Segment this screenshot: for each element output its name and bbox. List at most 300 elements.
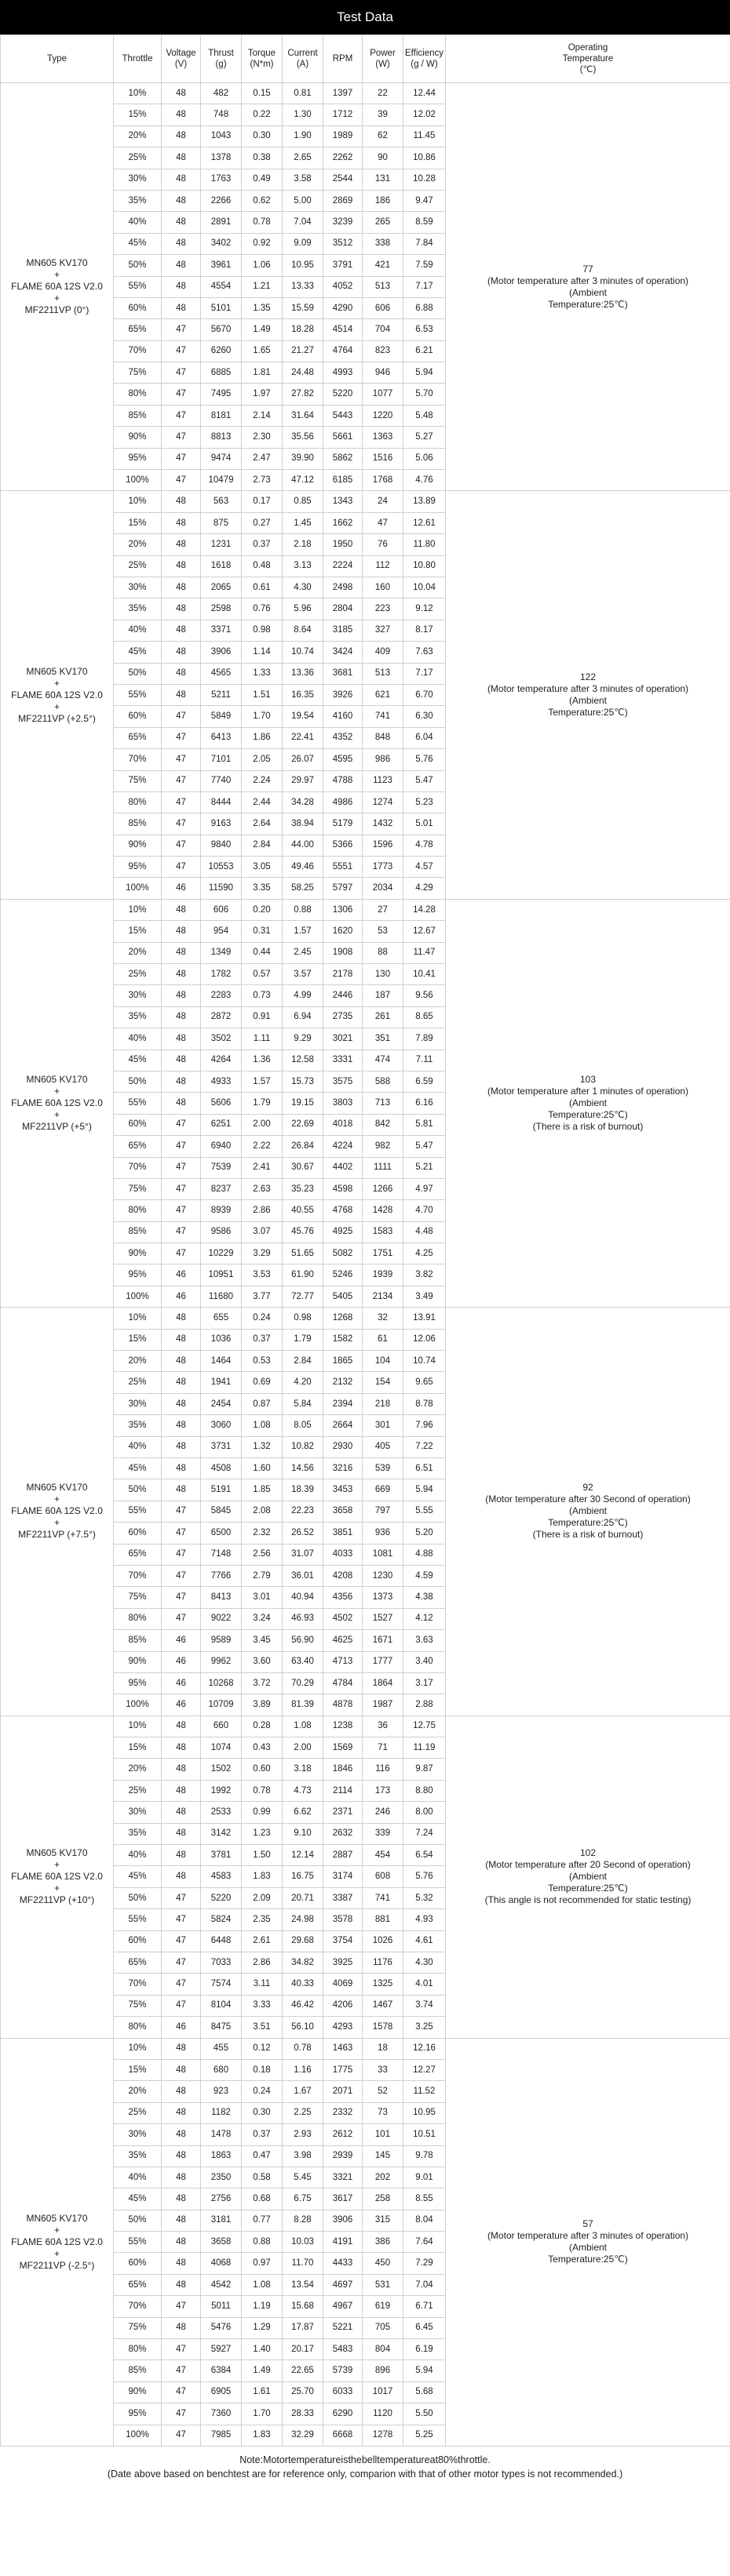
data-cell: 4160 bbox=[323, 706, 363, 727]
data-cell: 3512 bbox=[323, 233, 363, 254]
data-cell: 5.55 bbox=[403, 1501, 446, 1522]
data-cell: 48 bbox=[162, 512, 201, 533]
data-cell: 0.78 bbox=[283, 2038, 323, 2059]
data-cell: 301 bbox=[363, 1415, 403, 1436]
data-cell: 5824 bbox=[201, 1909, 242, 1930]
data-cell: 12.58 bbox=[283, 1050, 323, 1071]
data-cell: 2498 bbox=[323, 577, 363, 598]
data-cell: 48 bbox=[162, 642, 201, 663]
data-cell: 2.65 bbox=[283, 147, 323, 169]
data-cell: 7.89 bbox=[403, 1028, 446, 1050]
data-cell: 3.18 bbox=[283, 1759, 323, 1780]
data-cell: 5.27 bbox=[403, 427, 446, 448]
data-cell: 9840 bbox=[201, 835, 242, 856]
data-cell: 5797 bbox=[323, 878, 363, 899]
data-cell: 48 bbox=[162, 1802, 201, 1823]
data-cell: 65% bbox=[114, 319, 162, 340]
data-cell: 116 bbox=[363, 1759, 403, 1780]
data-cell: 48 bbox=[162, 2102, 201, 2123]
data-cell: 704 bbox=[363, 319, 403, 340]
data-cell: 8.04 bbox=[403, 2210, 446, 2231]
data-cell: 5221 bbox=[323, 2317, 363, 2338]
data-cell: 112 bbox=[363, 555, 403, 577]
data-cell: 4.76 bbox=[403, 470, 446, 491]
data-cell: 954 bbox=[201, 921, 242, 942]
data-cell: 5.68 bbox=[403, 2381, 446, 2403]
data-cell: 513 bbox=[363, 663, 403, 684]
data-cell: 5.70 bbox=[403, 384, 446, 405]
data-cell: 65% bbox=[114, 1136, 162, 1157]
data-cell: 1397 bbox=[323, 83, 363, 104]
data-cell: 47 bbox=[162, 1565, 201, 1586]
data-cell: 1428 bbox=[363, 1200, 403, 1221]
data-cell: 30% bbox=[114, 1802, 162, 1823]
data-cell: 2394 bbox=[323, 1393, 363, 1414]
data-cell: 55% bbox=[114, 684, 162, 705]
data-cell: 1.86 bbox=[242, 727, 283, 748]
data-cell: 1763 bbox=[201, 169, 242, 190]
note-line-1: Note:Motortemperatureisthebelltemperatureat80%throttle. bbox=[239, 2454, 491, 2465]
data-cell: 2.63 bbox=[242, 1178, 283, 1199]
data-cell: 6413 bbox=[201, 727, 242, 748]
data-cell: 1.29 bbox=[242, 2317, 283, 2338]
data-cell: 8.17 bbox=[403, 620, 446, 641]
data-cell: 75% bbox=[114, 2317, 162, 2338]
data-cell: 85% bbox=[114, 405, 162, 426]
data-cell: 1378 bbox=[201, 147, 242, 169]
data-cell: 0.38 bbox=[242, 147, 283, 169]
data-cell: 2872 bbox=[201, 1006, 242, 1028]
data-cell: 0.58 bbox=[242, 2167, 283, 2188]
data-cell: 10553 bbox=[201, 857, 242, 878]
data-cell: 47 bbox=[162, 727, 201, 748]
data-cell: 5.47 bbox=[403, 1136, 446, 1157]
data-cell: 11.47 bbox=[403, 942, 446, 963]
data-cell: 6.45 bbox=[403, 2317, 446, 2338]
data-cell: 85% bbox=[114, 2360, 162, 2381]
data-cell: 15% bbox=[114, 512, 162, 533]
data-cell: 47 bbox=[162, 1523, 201, 1544]
data-cell: 713 bbox=[363, 1093, 403, 1114]
table-row bbox=[1, 899, 730, 920]
data-cell: 0.97 bbox=[242, 2253, 283, 2274]
data-cell: 50% bbox=[114, 1479, 162, 1501]
data-cell: 48 bbox=[162, 1436, 201, 1457]
data-cell: 17.87 bbox=[283, 2317, 323, 2338]
data-cell: 62 bbox=[363, 126, 403, 147]
data-cell: 7.64 bbox=[403, 2232, 446, 2253]
data-cell: 1.79 bbox=[242, 1093, 283, 1114]
data-cell: 65% bbox=[114, 727, 162, 748]
data-cell: 20% bbox=[114, 126, 162, 147]
data-cell: 2939 bbox=[323, 2145, 363, 2167]
data-cell: 0.18 bbox=[242, 2059, 283, 2080]
data-cell: 5.96 bbox=[283, 599, 323, 620]
data-cell: 22.23 bbox=[283, 1501, 323, 1522]
data-cell: 46.93 bbox=[283, 1608, 323, 1629]
column-header: Power (W) bbox=[363, 35, 403, 83]
data-cell: 12.14 bbox=[283, 1845, 323, 1866]
data-cell: 0.43 bbox=[242, 1737, 283, 1759]
data-cell: 60% bbox=[114, 1523, 162, 1544]
data-cell: 3658 bbox=[323, 1501, 363, 1522]
data-cell: 1.70 bbox=[242, 2403, 283, 2425]
data-cell: 0.12 bbox=[242, 2038, 283, 2059]
data-cell: 1582 bbox=[323, 1329, 363, 1350]
data-cell: 258 bbox=[363, 2189, 403, 2210]
data-cell: 48 bbox=[162, 1823, 201, 1844]
data-cell: 1.06 bbox=[242, 255, 283, 276]
data-cell: 47 bbox=[162, 1243, 201, 1264]
data-cell: 4264 bbox=[201, 1050, 242, 1071]
data-cell: 46 bbox=[162, 1630, 201, 1651]
data-cell: 48 bbox=[162, 1479, 201, 1501]
data-cell: 90 bbox=[363, 147, 403, 169]
data-cell: 14.28 bbox=[403, 899, 446, 920]
data-cell: 3.51 bbox=[242, 2017, 283, 2038]
data-cell: 1349 bbox=[201, 942, 242, 963]
data-cell: 8.65 bbox=[403, 1006, 446, 1028]
data-cell: 80% bbox=[114, 1200, 162, 1221]
data-cell: 1.67 bbox=[283, 2081, 323, 2102]
data-cell: 0.28 bbox=[242, 1716, 283, 1737]
data-cell: 4878 bbox=[323, 1694, 363, 1716]
data-cell: 47 bbox=[162, 319, 201, 340]
data-cell: 2.61 bbox=[242, 1930, 283, 1952]
data-cell: 6260 bbox=[201, 340, 242, 362]
temperature-cell: 57 (Motor temperature after 3 minutes of operation) (Ambient Temperature:25℃) bbox=[446, 2038, 730, 2446]
data-cell: 36 bbox=[363, 1716, 403, 1737]
data-cell: 48 bbox=[162, 2189, 201, 2210]
data-cell: 5.47 bbox=[403, 770, 446, 791]
data-cell: 48 bbox=[162, 1071, 201, 1092]
data-cell: 7574 bbox=[201, 1974, 242, 1995]
table-row bbox=[1, 1716, 730, 1737]
data-cell: 131 bbox=[363, 169, 403, 190]
data-cell: 35% bbox=[114, 1006, 162, 1028]
data-cell: 351 bbox=[363, 1028, 403, 1050]
data-cell: 2446 bbox=[323, 985, 363, 1006]
data-cell: 3239 bbox=[323, 212, 363, 233]
data-cell: 48 bbox=[162, 599, 201, 620]
data-cell: 4033 bbox=[323, 1544, 363, 1565]
data-cell: 3.35 bbox=[242, 878, 283, 899]
data-cell: 9163 bbox=[201, 813, 242, 835]
data-cell: 3402 bbox=[201, 233, 242, 254]
data-cell: 619 bbox=[363, 2296, 403, 2317]
data-cell: 1.90 bbox=[283, 126, 323, 147]
data-cell: 2262 bbox=[323, 147, 363, 169]
data-cell: 10.41 bbox=[403, 964, 446, 985]
data-cell: 9.12 bbox=[403, 599, 446, 620]
data-cell: 2.64 bbox=[242, 813, 283, 835]
data-cell: 1751 bbox=[363, 1243, 403, 1264]
data-cell: 2891 bbox=[201, 212, 242, 233]
data-cell: 7740 bbox=[201, 770, 242, 791]
data-cell: 12.06 bbox=[403, 1329, 446, 1350]
data-cell: 47 bbox=[162, 2296, 201, 2317]
data-cell: 31.07 bbox=[283, 1544, 323, 1565]
data-cell: 2371 bbox=[323, 1802, 363, 1823]
data-cell: 26.52 bbox=[283, 1523, 323, 1544]
data-cell: 45% bbox=[114, 1050, 162, 1071]
data-cell: 2.84 bbox=[242, 835, 283, 856]
data-cell: 327 bbox=[363, 620, 403, 641]
data-cell: 4206 bbox=[323, 1995, 363, 2016]
data-cell: 3617 bbox=[323, 2189, 363, 2210]
data-cell: 48 bbox=[162, 2038, 201, 2059]
data-cell: 1.11 bbox=[242, 1028, 283, 1050]
data-cell: 30% bbox=[114, 169, 162, 190]
data-cell: 5405 bbox=[323, 1286, 363, 1307]
data-cell: 40% bbox=[114, 1436, 162, 1457]
data-cell: 0.44 bbox=[242, 942, 283, 963]
data-cell: 48 bbox=[162, 147, 201, 169]
data-cell: 70% bbox=[114, 1565, 162, 1586]
data-cell: 47 bbox=[162, 2360, 201, 2381]
data-cell: 48 bbox=[162, 2081, 201, 2102]
data-cell: 22.65 bbox=[283, 2360, 323, 2381]
data-cell: 1.83 bbox=[242, 1866, 283, 1887]
data-cell: 1.50 bbox=[242, 1845, 283, 1866]
data-cell: 25.70 bbox=[283, 2381, 323, 2403]
data-cell: 46 bbox=[162, 1651, 201, 1672]
data-cell: 48 bbox=[162, 2124, 201, 2145]
data-cell: 1.40 bbox=[242, 2339, 283, 2360]
data-cell: 4052 bbox=[323, 276, 363, 297]
data-cell: 80% bbox=[114, 1608, 162, 1629]
data-cell: 48 bbox=[162, 921, 201, 942]
data-cell: 338 bbox=[363, 233, 403, 254]
data-cell: 46 bbox=[162, 1264, 201, 1286]
data-cell: 7.84 bbox=[403, 233, 446, 254]
data-cell: 48 bbox=[162, 2145, 201, 2167]
data-cell: 705 bbox=[363, 2317, 403, 2338]
data-cell: 100% bbox=[114, 2425, 162, 2446]
data-cell: 982 bbox=[363, 1136, 403, 1157]
data-cell: 3.53 bbox=[242, 1264, 283, 1286]
data-cell: 1026 bbox=[363, 1930, 403, 1952]
data-cell: 60% bbox=[114, 1114, 162, 1135]
data-cell: 1176 bbox=[363, 1952, 403, 1973]
data-cell: 10.03 bbox=[283, 2232, 323, 2253]
data-cell: 10% bbox=[114, 899, 162, 920]
data-cell: 5220 bbox=[201, 1887, 242, 1908]
data-cell: 75% bbox=[114, 1178, 162, 1199]
data-cell: 936 bbox=[363, 1523, 403, 1544]
data-cell: 5670 bbox=[201, 319, 242, 340]
data-cell: 13.33 bbox=[283, 276, 323, 297]
data-cell: 60% bbox=[114, 706, 162, 727]
data-cell: 2.86 bbox=[242, 1952, 283, 1973]
data-cell: 9.09 bbox=[283, 233, 323, 254]
data-cell: 4583 bbox=[201, 1866, 242, 1887]
data-cell: 1074 bbox=[201, 1737, 242, 1759]
data-cell: 9.10 bbox=[283, 1823, 323, 1844]
data-cell: 47 bbox=[162, 384, 201, 405]
data-cell: 47 bbox=[162, 1114, 201, 1135]
data-cell: 48 bbox=[162, 126, 201, 147]
data-cell: 6885 bbox=[201, 362, 242, 384]
data-cell: 3185 bbox=[323, 620, 363, 641]
data-cell: 49.46 bbox=[283, 857, 323, 878]
data-cell: 4.12 bbox=[403, 1608, 446, 1629]
data-cell: 405 bbox=[363, 1436, 403, 1457]
data-cell: 95% bbox=[114, 2403, 162, 2425]
data-cell: 47 bbox=[162, 1200, 201, 1221]
data-cell: 4224 bbox=[323, 1136, 363, 1157]
data-cell: 10% bbox=[114, 2038, 162, 2059]
data-cell: 3142 bbox=[201, 1823, 242, 1844]
data-cell: 1043 bbox=[201, 126, 242, 147]
data-cell: 47 bbox=[162, 1178, 201, 1199]
data-cell: 1.19 bbox=[242, 2296, 283, 2317]
data-cell: 3.45 bbox=[242, 1630, 283, 1651]
data-cell: 70% bbox=[114, 2296, 162, 2317]
data-cell: 4993 bbox=[323, 362, 363, 384]
data-cell: 4764 bbox=[323, 340, 363, 362]
data-cell: 4.97 bbox=[403, 1178, 446, 1199]
column-header: Throttle bbox=[114, 35, 162, 83]
data-cell: 2034 bbox=[363, 878, 403, 899]
data-cell: 5191 bbox=[201, 1479, 242, 1501]
data-cell: 1.51 bbox=[242, 684, 283, 705]
data-cell: 1220 bbox=[363, 405, 403, 426]
data-cell: 50% bbox=[114, 1887, 162, 1908]
data-cell: 1.08 bbox=[283, 1716, 323, 1737]
data-cell: 47 bbox=[162, 1221, 201, 1243]
data-cell: 47 bbox=[162, 706, 201, 727]
data-cell: 46 bbox=[162, 2017, 201, 2038]
temperature-cell: 77 (Motor temperature after 3 minutes of operation) (Ambient Temperature:25℃) bbox=[446, 83, 730, 491]
data-cell: 40.94 bbox=[283, 1587, 323, 1608]
data-cell: 0.91 bbox=[242, 1006, 283, 1028]
data-cell: 896 bbox=[363, 2360, 403, 2381]
data-cell: 2.73 bbox=[242, 470, 283, 491]
data-cell: 53 bbox=[363, 921, 403, 942]
data-cell: 2224 bbox=[323, 555, 363, 577]
data-cell: 46 bbox=[162, 1286, 201, 1307]
data-cell: 621 bbox=[363, 684, 403, 705]
data-cell: 12.44 bbox=[403, 83, 446, 104]
data-cell: 7539 bbox=[201, 1157, 242, 1178]
data-cell: 5606 bbox=[201, 1093, 242, 1114]
data-cell: 5.25 bbox=[403, 2425, 446, 2446]
data-cell: 5082 bbox=[323, 1243, 363, 1264]
data-cell: 0.81 bbox=[283, 83, 323, 104]
data-cell: 2266 bbox=[201, 190, 242, 211]
data-cell: 32 bbox=[363, 1308, 403, 1329]
data-cell: 48 bbox=[162, 297, 201, 318]
data-cell: 261 bbox=[363, 1006, 403, 1028]
data-cell: 40% bbox=[114, 212, 162, 233]
data-cell: 4514 bbox=[323, 319, 363, 340]
data-cell: 0.48 bbox=[242, 555, 283, 577]
data-cell: 35.56 bbox=[283, 427, 323, 448]
data-cell: 1467 bbox=[363, 1995, 403, 2016]
data-cell: 3060 bbox=[201, 1415, 242, 1436]
data-cell: 5.32 bbox=[403, 1887, 446, 1908]
data-cell: 3.05 bbox=[242, 857, 283, 878]
data-cell: 48 bbox=[162, 104, 201, 126]
data-cell: 1908 bbox=[323, 942, 363, 963]
data-cell: 1773 bbox=[363, 857, 403, 878]
data-cell: 8.05 bbox=[283, 1415, 323, 1436]
data-cell: 8413 bbox=[201, 1587, 242, 1608]
table-row bbox=[1, 1308, 730, 1329]
data-cell: 100% bbox=[114, 1694, 162, 1716]
data-cell: 1081 bbox=[363, 1544, 403, 1565]
data-cell: 22.69 bbox=[283, 1114, 323, 1135]
data-cell: 12.75 bbox=[403, 1716, 446, 1737]
data-cell: 12.27 bbox=[403, 2059, 446, 2080]
data-cell: 4768 bbox=[323, 1200, 363, 1221]
data-cell: 48 bbox=[162, 1780, 201, 1801]
data-cell: 2.79 bbox=[242, 1565, 283, 1586]
data-cell: 10.95 bbox=[283, 255, 323, 276]
data-cell: 1230 bbox=[363, 1565, 403, 1586]
data-cell: 2.24 bbox=[242, 770, 283, 791]
data-cell: 3371 bbox=[201, 620, 242, 641]
data-cell: 3575 bbox=[323, 1071, 363, 1092]
data-cell: 4.30 bbox=[283, 577, 323, 598]
data-cell: 2.09 bbox=[242, 1887, 283, 1908]
data-cell: 65% bbox=[114, 2274, 162, 2295]
data-cell: 30.67 bbox=[283, 1157, 323, 1178]
data-cell: 5551 bbox=[323, 857, 363, 878]
data-cell: 6.30 bbox=[403, 706, 446, 727]
data-cell: 2598 bbox=[201, 599, 242, 620]
motor-type-cell: MN605 KV170 + FLAME 60A 12S V2.0 + MF2211VP (+10°) bbox=[1, 1716, 114, 2038]
data-cell: 2.35 bbox=[242, 1909, 283, 1930]
data-cell: 660 bbox=[201, 1716, 242, 1737]
data-cell: 2.14 bbox=[242, 405, 283, 426]
data-cell: 4508 bbox=[201, 1458, 242, 1479]
data-cell: 56.10 bbox=[283, 2017, 323, 2038]
data-cell: 40% bbox=[114, 1845, 162, 1866]
data-cell: 1432 bbox=[363, 813, 403, 835]
data-cell: 5927 bbox=[201, 2339, 242, 2360]
data-cell: 454 bbox=[363, 1845, 403, 1866]
data-cell: 539 bbox=[363, 1458, 403, 1479]
data-cell: 8475 bbox=[201, 2017, 242, 2038]
data-cell: 6940 bbox=[201, 1136, 242, 1157]
data-cell: 4986 bbox=[323, 791, 363, 813]
data-cell: 2454 bbox=[201, 1393, 242, 1414]
data-cell: 145 bbox=[363, 2145, 403, 2167]
data-cell: 47 bbox=[162, 2339, 201, 2360]
data-cell: 47 bbox=[162, 405, 201, 426]
data-cell: 10% bbox=[114, 1716, 162, 1737]
data-cell: 35% bbox=[114, 1415, 162, 1436]
data-cell: 10.74 bbox=[403, 1351, 446, 1372]
data-cell: 3.40 bbox=[403, 1651, 446, 1672]
data-cell: 8939 bbox=[201, 1200, 242, 1221]
data-cell: 100% bbox=[114, 1286, 162, 1307]
data-cell: 40.55 bbox=[283, 1200, 323, 1221]
data-cell: 70% bbox=[114, 749, 162, 770]
data-cell: 9.87 bbox=[403, 1759, 446, 1780]
data-cell: 9.65 bbox=[403, 1372, 446, 1393]
data-cell: 47 bbox=[162, 835, 201, 856]
data-cell: 4595 bbox=[323, 749, 363, 770]
data-cell: 1.60 bbox=[242, 1458, 283, 1479]
data-cell: 8444 bbox=[201, 791, 242, 813]
data-cell: 2612 bbox=[323, 2124, 363, 2145]
data-cell: 1.61 bbox=[242, 2381, 283, 2403]
data-cell: 1618 bbox=[201, 555, 242, 577]
data-cell: 47 bbox=[162, 1930, 201, 1952]
